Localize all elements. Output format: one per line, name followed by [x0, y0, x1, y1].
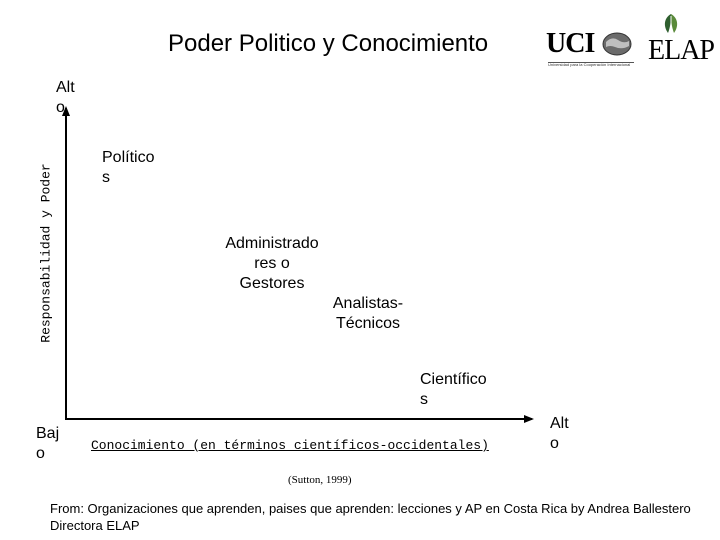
group-administradores: Administrado res o Gestores: [225, 235, 319, 292]
group-politicos: Político s: [102, 149, 155, 186]
uci-logo-subtitle: Universidad para la Cooperación Internacional: [548, 62, 634, 71]
y-axis-high-label: Alt o: [56, 79, 75, 116]
uci-logo-text: UCI: [546, 28, 595, 59]
group-cientificos: Científico s: [420, 371, 487, 408]
x-axis-label: Conocimiento (en términos científicos-occidentales): [91, 438, 489, 453]
source-citation: (Sutton, 1999): [288, 474, 352, 486]
y-axis-label: Responsabilidad y Poder: [38, 163, 54, 343]
slide-title: Poder Politico y Conocimiento: [168, 30, 489, 57]
origin-low-label: Baj o: [36, 425, 60, 462]
group-analistas: Analistas- Técnicos: [332, 295, 404, 332]
elap-logo-text: ELAP: [648, 35, 714, 66]
x-axis-high-label: Alt o: [550, 415, 569, 452]
footer-citation: From: Organizaciones que aprenden, paises que aprenden: lecciones y AP en Costa Rica by Andrea Ballestero Directora ELAP: [50, 501, 691, 533]
